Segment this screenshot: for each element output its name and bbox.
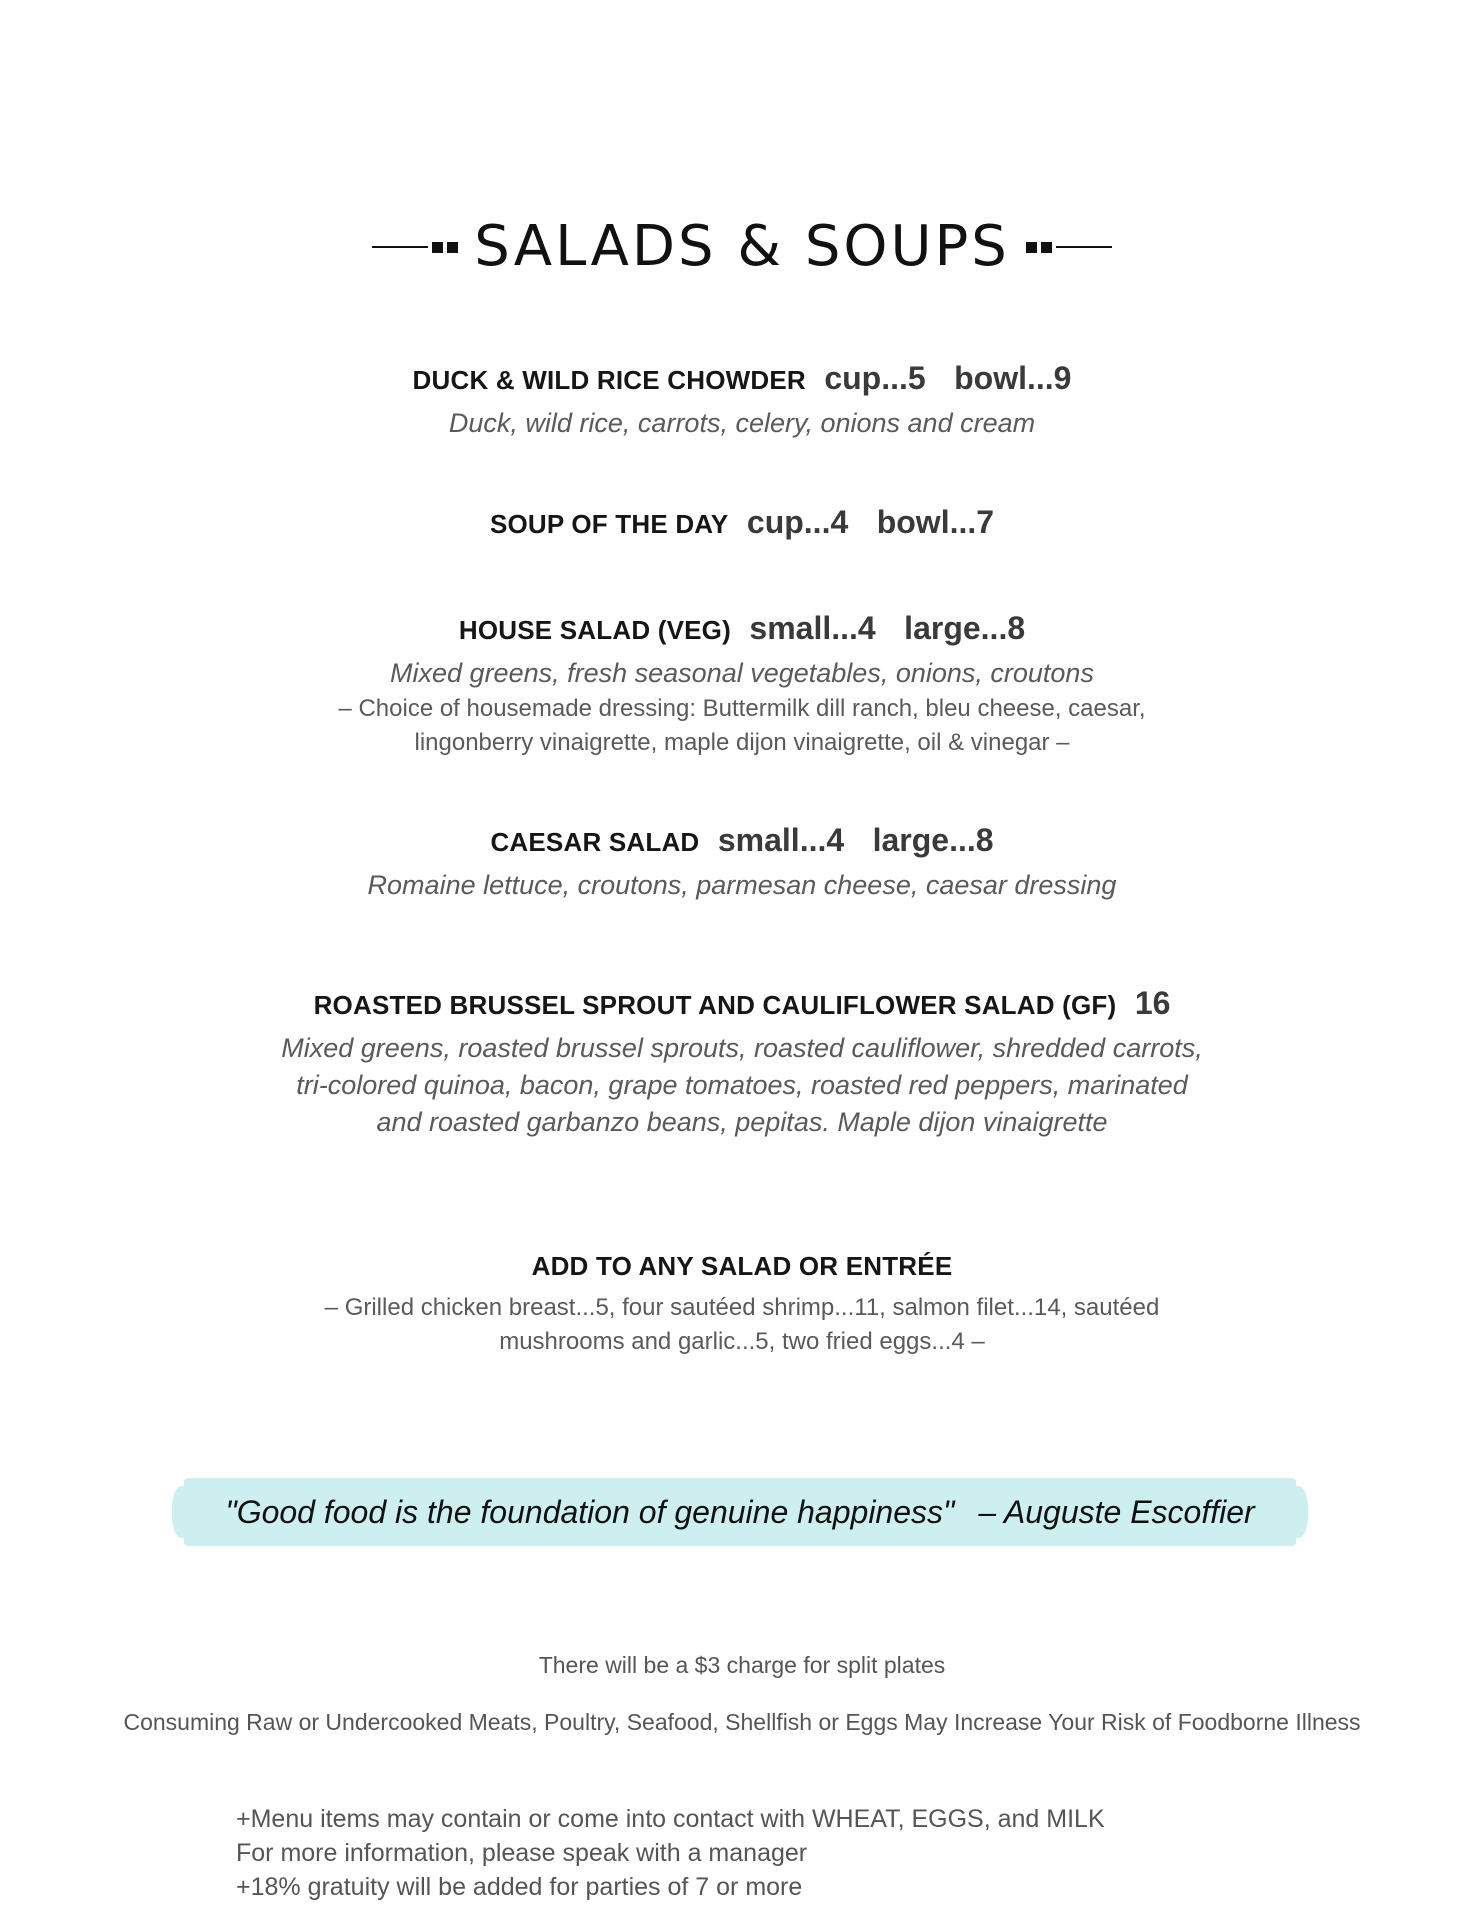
- menu-item-price-bowl: bowl...7: [876, 504, 995, 540]
- menu-item-price: 16: [1134, 985, 1171, 1021]
- allergen-notice: [236, 1802, 1105, 1904]
- menu-item-name: CAESAR SALAD: [490, 827, 700, 857]
- menu-item-name: SOUP OF THE DAY: [489, 509, 729, 539]
- allergen-line: +Menu items may contain or come into contact with WHEAT, EGGS, and MILK: [236, 1805, 1105, 1833]
- addons-section: [0, 1246, 1484, 1359]
- menu-item-price-small: small...4: [717, 822, 845, 858]
- menu-item-header: [0, 502, 1484, 549]
- title-rule-left: [372, 246, 428, 248]
- menu-item-price-large: large...8: [904, 610, 1026, 646]
- menu-item-name: HOUSE SALAD (VEG): [458, 615, 731, 645]
- menu-item-description-line: tri-colored quinoa, bacon, grape tomatoes, roasted red peppers, marinated: [296, 1070, 1188, 1100]
- quote-text: "Good food is the foundation of genuine happiness": [225, 1493, 955, 1530]
- menu-item-price-large: large...8: [872, 822, 994, 858]
- title-ornament-right: [1026, 242, 1056, 253]
- square-icon: [1026, 242, 1037, 253]
- square-icon: [432, 242, 443, 253]
- raw-food-warning: Consuming Raw or Undercooked Meats, Poultry, Seafood, Shellfish or Eggs May Increase Your Risk of Foodborne Illness: [123, 1709, 1361, 1735]
- menu-item-header: [0, 820, 1484, 867]
- addons-line: – Grilled chicken breast...5, four sautéed shrimp...11, salmon filet...14, sautéed: [324, 1294, 1160, 1321]
- menu-item-soup-of-the-day: [0, 502, 1484, 549]
- menu-item-description-line: Mixed greens, roasted brussel sprouts, roasted cauliflower, shredded carrots,: [281, 1033, 1203, 1063]
- menu-item-description-line: and roasted garbanzo beans, pepitas. Maple dijon vinaigrette: [376, 1107, 1108, 1137]
- menu-item-brussel-cauliflower-salad: [0, 983, 1484, 1141]
- split-plate-notice: There will be a $3 charge for split plates: [538, 1652, 946, 1678]
- menu-item-house-salad: [0, 608, 1484, 760]
- menu-item-caesar-salad: [0, 820, 1484, 904]
- addons-heading: ADD TO ANY SALAD OR ENTRÉE: [531, 1251, 953, 1281]
- allergen-line: For more information, please speak with a manager: [236, 1839, 808, 1867]
- dressing-note-line: lingonberry vinaigrette, maple dijon vinaigrette, oil & vinegar –: [414, 729, 1070, 756]
- dressing-note-line: – Choice of housemade dressing: Buttermilk dill ranch, bleu cheese, caesar,: [338, 695, 1146, 722]
- menu-item-header: [0, 983, 1484, 1030]
- menu-item-price-small: small...4: [749, 610, 876, 646]
- menu-item-name: DUCK & WILD RICE CHOWDER: [412, 365, 806, 395]
- quote-banner: [184, 1478, 1296, 1546]
- quote: [225, 1494, 1254, 1531]
- addons-line: mushrooms and garlic...5, two fried eggs...4 –: [499, 1328, 985, 1355]
- menu-item-description: Duck, wild rice, carrots, celery, onions and cream: [448, 408, 1036, 438]
- section-title: [0, 212, 1484, 282]
- menu-item-duck-chowder: [0, 358, 1484, 442]
- addons-header: [0, 1246, 1484, 1291]
- title-ornament-left: [428, 242, 458, 253]
- square-icon: [447, 242, 458, 253]
- square-icon: [1041, 242, 1052, 253]
- menu-item-price-cup: cup...5: [824, 360, 926, 396]
- quote-author: – Auguste Escoffier: [978, 1493, 1255, 1530]
- title-rule-right: [1056, 246, 1112, 248]
- menu-item-price-bowl: bowl...9: [954, 360, 1072, 396]
- menu-item-name: ROASTED BRUSSEL SPROUT AND CAULIFLOWER SALAD (GF): [313, 990, 1117, 1020]
- menu-item-price-cup: cup...4: [746, 504, 849, 540]
- menu-item-description: Romaine lettuce, croutons, parmesan cheese, caesar dressing: [367, 870, 1117, 900]
- gratuity-line: +18% gratuity will be added for parties of 7 or more: [236, 1873, 803, 1901]
- menu-item-header: [0, 608, 1484, 655]
- menu-item-header: [0, 358, 1484, 405]
- page-title: SALADS & SOUPS: [474, 214, 1010, 279]
- menu-item-description: Mixed greens, fresh seasonal vegetables, onions, croutons: [390, 658, 1094, 688]
